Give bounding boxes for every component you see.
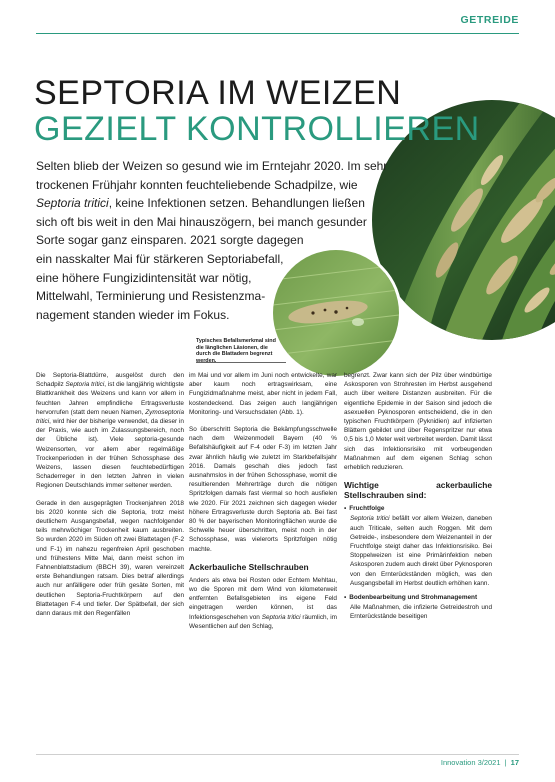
lead-paragraph [36, 157, 387, 324]
body-paragraph: Gerade in den ausgeprägten Trockenjahren 2018 bis 2020 konnte sich die Septoria, trotz meist deutlichem Ausgangsbefall, wegen nachfolgender teils mehrwöchiger Trockenheit kaum ausbreiten. So wurden 2020 im Süden oft zwei Blattetagen (F-2 und F-1) im nahezu regenfreien April geschoben und frühestens Mitte Mai, dann meist schon im Fahnenblattstadium (BBCH 39), waren vereinzelt erste Behandlungen ratsam. Dies betraf allerdings auch nur anfälligere oder früh gesäte Sorten, mit deutlichen Septoria-Fruchtkörpern auf den Blattetagen F-4 und tiefer. Der Spätbefall, der sich dann daraus mit den Regenfällen [36, 499, 184, 618]
page-footer [441, 758, 519, 767]
lead-line: nagement standen wieder im Fokus. [36, 307, 230, 322]
lead-line: Mittelwahl, Terminierung und Resistenzma- [36, 289, 266, 304]
caption-divider [196, 362, 286, 363]
lead-line-rest: , keine Infektionen setzen. Behandlungen ließen [108, 196, 365, 211]
body-column-1 [36, 371, 184, 626]
body-paragraph: So überschritt Septoria die Bekämpfungsschwelle nach dem Weizenmodell Bayern (40 % Befallshäufigkeit auf F-4 oder F-3) im letzten Jahr zwar ähnlich häufig wie zuletzt im Starkbefallsjahr 2016. Damals geschah dies jedoch fast ausnahmslos in der frühen Schossphase, womit die resultierenden Mehrerträge durch die nötigen Spritzfolgen damals fast viermal so hoch ausfielen wie 2020. Für 2021 zeichnen sich dagegen wieder höhere Ertragsverluste durch Septoria ab. Bei fast 80 % der bayerischen Monitoringflächen wurde die Schwelle heuer überschritten, meist noch in der Schossphase, was vielerorts Spritzfolgen nötig machte. [189, 426, 337, 553]
subheading: Ackerbauliche Stellschrauben [189, 561, 309, 572]
page-number: 17 [510, 758, 519, 767]
magazine-issue: Innovation 3/2021 [440, 758, 501, 767]
body-paragraph: Anders als etwa bei Rosten oder Echtem Mehltau, wo die Sporen mit dem Wind von kilometerweit entfernten Befallsgebieten ins eigene Feld eingetragen werden können, ist das Infektionsgeschehen von Septoria tritici räumlich, im Wesentlichen auf den Schlag, [189, 576, 337, 630]
subheading: Wichtige ackerbauliche Stellschrauben sind: [344, 480, 492, 501]
body-paragraph: Die Septoria-Blattdürre, ausgelöst durch den Schadpilz Septoria tritici, ist die langjährig wichtigste Blattkrankheit des Weizens und kann vor allem in feuchten Jahren empfindliche Ertragsverluste hervorrufen (statt dem neuen Namen, Zymoseptoria tritici, wird hier der bisherige verwendet, da dieser in der Praxis, wie auch im Zulassungsbereich, noch der Übliche ist). Viele septoria-gesunde Weizensorten, vor allem aber regelmäßige Trockenperioden in der frühen Schossphase des Weizens, lassen diesen feuchtebedürftigen Schaderreger in den letzten Jahren in vielen Regionen Deutschlands immer seltener werden. [36, 372, 184, 490]
bullet-heading: ▪ Bodenbearbeitung und Strohmanagement [344, 593, 492, 602]
footer-divider [36, 754, 519, 755]
lead-line: Sorte sogar ganz einsparen. 2021 sorgte dagegen [36, 233, 304, 248]
headline-line-2: GEZIELT KONTROLLIEREN [34, 110, 480, 148]
bullet-text: Alle Maßnahmen, die infizierte Getreidestroh und Ernterückstände beseitigen [350, 604, 492, 621]
lead-line: eine höhere Fungizidintensität war nötig, [36, 270, 252, 285]
lead-line [36, 194, 387, 213]
bullet-text: Septoria tritici befällt vor allem Weizen, daneben auch Triticale, selten auch Roggen. Mit dem Getreide-, insbesondere dem Weizenanteil in der Fruchtfolge steigt daher das Infektionsrisiko. Bei Stoppelweizen ist eine Primärinfektion neben Askosporen zudem auch direkt über Pyknosporen von den Ernterückständen möglich, was den Ausgangsbefall im Herbst deutlich erhöhen kann. [350, 515, 492, 587]
pathogen-name: Septoria tritici [36, 196, 109, 211]
footer-separator: | [504, 758, 507, 767]
body-paragraph: im Mai und vor allem im Juni noch entwickelte, war aber kaum noch ertragswirksam, eine Fungizidmaßnahme meist, aber nicht in jedem Fall, kostendeckend. Das zeigen auch langjährigen Monitoring- und Versuchsdaten (Abb. 1). [189, 372, 337, 416]
lead-line: sich oft bis weit in den Mai hinauszögern, bei manch gesunder [36, 214, 367, 229]
lead-line: Selten blieb der Weizen so gesund wie im Erntejahr 2020. Im sehr [36, 159, 388, 173]
body-paragraph: begrenzt. Zwar kann sich der Pilz über windbürtige Askosporen von Strohresten im Herbst ausgehend auch über weitere Distanzen ausbreiten. Für die eigentliche Epidemie in der Saison sind jedoch die asexuellen Pyknosporen entscheidend, die in den typischen Fruchtkörpern (Pyknidien) auf infizierten Blättern gebildet und über Regenspritzer nur etwa 0,5 bis 1,0 Meter weit verbreitet werden. Damit lässt sich das Infektionsrisiko mit vorbeugenden Maßnahmen auf dem eigenen Schlag schon erheblich reduzieren. [344, 372, 492, 472]
bullet-heading: ▪ Fruchtfolge [344, 504, 492, 513]
body-column-2 [189, 371, 337, 639]
section-divider [36, 33, 519, 34]
photo-caption: Typisches Befallsmerkmal sind die länglichen Läsionen, die durch die Blattadern begrenzt werden. [196, 338, 276, 364]
headline-line-1: SEPTORIA IM WEIZEN [34, 74, 402, 112]
body-column-3 [344, 371, 492, 627]
lead-line: trockenen Frühjahr konnten feuchteliebende Schadpilze, wie [36, 177, 358, 192]
lead-line: ein nasskalter Mai für stärkeren Septoriabefall, [36, 251, 284, 266]
section-tag: GETREIDE [460, 14, 519, 26]
